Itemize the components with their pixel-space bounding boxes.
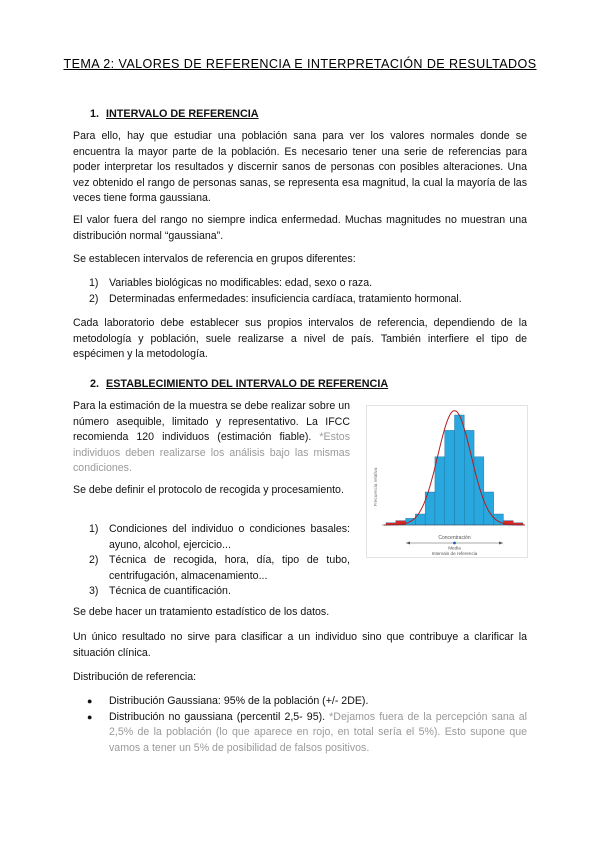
section-1-title: INTERVALO DE REFERENCIA (106, 108, 259, 120)
list-item (73, 584, 350, 600)
page-title: TEMA 2: VALORES DE REFERENCIA E INTERPRETACIÓN DE RESULTADOS (63, 57, 537, 71)
histogram-bar (445, 430, 455, 525)
list-marker: 2) (89, 292, 99, 305)
histogram-bar (435, 457, 445, 525)
list-item (73, 553, 350, 584)
section-2-note: *Estos individuos deben realizarse los análisis bajo las mismas condiciones. (73, 431, 350, 475)
list-item-text: Condiciones del individuo o condiciones basales: ayuno, alcohol, ejercicio... (109, 523, 350, 551)
section-1-paragraph-3: Se establecen intervalos de referencia en grupos diferentes: (73, 253, 356, 265)
section-2-paragraph-3: Se debe hacer un tratamiento estadístico de los datos. (73, 606, 330, 618)
list-marker: 2) (89, 554, 99, 567)
section-2-heading (90, 377, 388, 391)
list-marker: 3) (89, 585, 99, 598)
histogram-bar (455, 415, 465, 525)
list-item-text: Técnica de recogida, hora, día, tipo de tubo, centrifugación, almacenamiento... (109, 554, 350, 582)
mean-dot (453, 542, 456, 545)
list-item (73, 710, 527, 757)
section-2-number: 2. (90, 378, 100, 390)
x-axis-label: Concentración (438, 534, 471, 541)
bullet-icon: ● (87, 711, 93, 722)
section-2-paragraph-1 (73, 399, 350, 477)
list-item-text: Distribución no gaussiana (percentil 2,5- 95). (109, 710, 326, 723)
list-marker: 1) (89, 523, 99, 535)
gaussian-histogram-figure (366, 405, 528, 558)
histogram-bar (464, 430, 474, 525)
section-2-paragraph-2: Se debe definir el protocolo de recogida y procesamiento. (73, 484, 344, 496)
list-item (73, 522, 350, 553)
section-2-paragraph-5: Distribución de referencia: (73, 671, 197, 683)
list-item (73, 292, 462, 308)
histogram-chart (366, 405, 528, 558)
mean-label: Media (448, 545, 461, 551)
section-2-list (73, 522, 350, 600)
list-item-text: Variables biológicas no modificables: edad, sexo o raza. (109, 277, 373, 289)
bullet-icon: ● (87, 696, 93, 706)
distribution-list (73, 694, 527, 756)
section-1-number: 1. (90, 108, 100, 120)
list-item-text: Determinadas enfermedades: insuficiencia cardíaca, tratamiento hormonal. (109, 292, 462, 305)
histogram-bar (474, 457, 484, 525)
section-1-list (73, 276, 462, 307)
section-2-title: ESTABLECIMIENTO DEL INTERVALO DE REFERENCIA (106, 378, 389, 390)
y-axis-label: Frecuencia relativa (373, 467, 378, 507)
section-2-paragraph-1-text: Para la estimación de la muestra se debe realizar sobre un número asequible, limitado y representativo. La IFCC recomienda 120 individuos (estimación fiable). (73, 400, 350, 444)
section-1-heading (90, 107, 259, 121)
list-item (73, 694, 527, 710)
section-2-paragraph-4: Un único resultado no sirve para clasificar a un individuo sino que contribuye a clarificar la situación clínica. (73, 631, 527, 659)
list-item-text: Técnica de cuantificación. (109, 585, 231, 598)
histogram-bar (484, 492, 494, 525)
interval-label: Intervalo de referencia (431, 551, 478, 556)
list-item (73, 276, 462, 292)
section-1-paragraph-2: El valor fuera del rango no siempre indica enfermedad. Muchas magnitudes no muestran una distribución normal “gaussiana”. (73, 214, 527, 242)
list-marker: 1) (89, 277, 99, 289)
list-item-text: Distribución Gaussiana: 95% de la población (+/- 2DE). (109, 695, 369, 707)
list-item-note: *Dejamos fuera de la percepción sana al 2,5% de la población (lo que aparece en rojo, en total sería el 5%). Esto supone que vamos a tener un 5% de posibilidad de falsos positivos. (109, 710, 527, 754)
section-1-paragraph-1: Para ello, hay que estudiar una población sana para ver los valores normales donde se encuentra la mayor parte de la población. Es necesario tener una serie de referencias para poder interpretar los resultados y discernir sanos de personas con posibles alteraciones. Una vez obtenido el rango de personas sanas, se representa esa magnitud, la cual la mayoría de las veces tiene forma gaussiana. (73, 130, 527, 205)
section-1-paragraph-4: Cada laboratorio debe establecer sus propios intervalos de referencia, dependiendo de la metodología y población, suele realizarse a nivel de país. También interfiere el tipo de espécimen y la metodología. (73, 317, 527, 361)
